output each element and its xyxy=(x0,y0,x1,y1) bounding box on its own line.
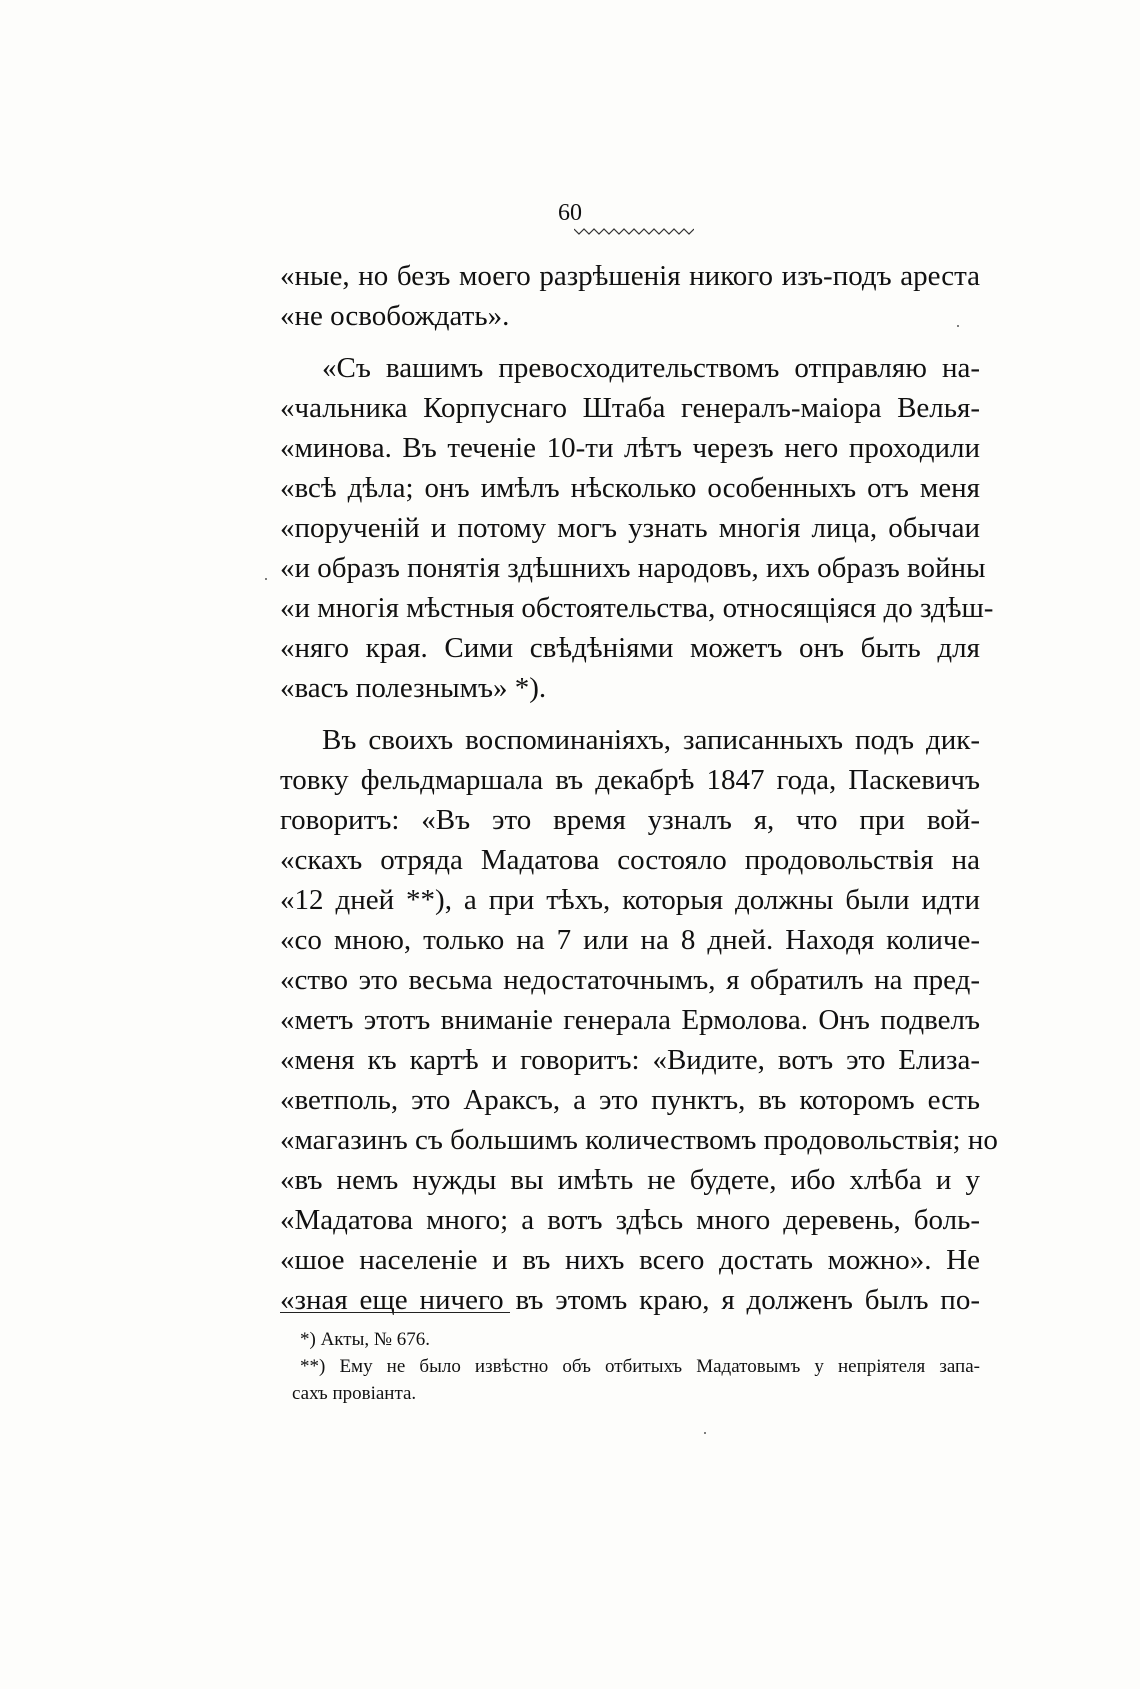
text-line: «ветполь, это Араксъ, а это пунктъ, въ которомъ есть xyxy=(280,1084,980,1116)
text-line: «минова. Въ теченіе 10-ти лѣтъ черезъ него проходили xyxy=(280,432,980,464)
print-speck xyxy=(704,1432,706,1434)
text-line: «ство это весьма недостаточнымъ, я обратилъ на пред- xyxy=(280,964,980,996)
footnote-rule xyxy=(280,1312,510,1313)
page-number: 60 xyxy=(558,200,582,226)
text-line: «порученій и потому могъ узнать многія лица, обычаи xyxy=(280,512,980,544)
footnote-2-continuation: сахъ провіанта. xyxy=(292,1383,417,1404)
text-line: говоритъ: «Въ это время узналъ я, что при вой- xyxy=(280,804,980,836)
footnote-1: *) Акты, № 676. xyxy=(300,1329,430,1350)
text-line: «шое населеніе и въ нихъ всего достать можно». Не xyxy=(280,1244,980,1276)
text-line: Въ своихъ воспоминаніяхъ, записанныхъ подъ дик- xyxy=(322,724,980,756)
text-line: «скахъ отряда Мадатова состояло продовольствія на xyxy=(280,844,980,876)
text-line: «всѣ дѣла; онъ имѣлъ нѣсколько особенныхъ отъ меня xyxy=(280,472,980,504)
text-line: «Мадатова много; а вотъ здѣсь много деревень, боль- xyxy=(280,1204,980,1236)
text-line: «не освобождать». xyxy=(280,300,510,332)
print-speck xyxy=(957,325,959,327)
text-line: «зная еще ничего въ этомъ краю, я долженъ былъ по- xyxy=(280,1284,980,1316)
print-speck xyxy=(265,578,267,580)
text-line: «няго края. Сими свѣдѣніями можетъ онъ быть для xyxy=(280,632,980,664)
text-line: «меня къ картѣ и говоритъ: «Видите, вотъ это Елиза- xyxy=(280,1044,980,1076)
text-line: «и образъ понятія здѣшнихъ народовъ, ихъ образъ войны xyxy=(280,552,986,584)
text-line: «Съ вашимъ превосходительствомъ отправляю на- xyxy=(322,352,980,384)
text-line: «со мною, только на 7 или на 8 дней. Находя количе- xyxy=(280,924,980,956)
text-line: «магазинъ съ большимъ количествомъ продовольствія; но xyxy=(280,1124,998,1156)
footnote-2: **) Ему не было извѣстно объ отбитыхъ Мадатовымъ у непріятеля запа- xyxy=(300,1356,980,1377)
text-line: «12 дней **), а при тѣхъ, которыя должны были идти xyxy=(280,884,980,916)
text-line: товку фельдмаршала въ декабрѣ 1847 года, Паскевичъ xyxy=(280,764,980,796)
body-text xyxy=(280,256,998,1320)
text-line: «чальника Корпуснаго Штаба генералъ-маіора Велья- xyxy=(280,392,980,424)
text-line: «въ немъ нужды вы имѣть не будете, ибо хлѣба и у xyxy=(280,1164,980,1196)
text-line: «васъ полезнымъ» *). xyxy=(280,672,547,704)
footnotes xyxy=(292,1326,980,1407)
text-line: «ные, но безъ моего разрѣшенія никого изъ-подъ ареста xyxy=(280,260,980,292)
page-number-ornament xyxy=(574,226,694,236)
text-line: «метъ этотъ вниманіе генерала Ермолова. Онъ подвелъ xyxy=(280,1004,980,1036)
text-line: «и многія мѣстныя обстоятельства, относящіяся до здѣш- xyxy=(280,592,994,624)
